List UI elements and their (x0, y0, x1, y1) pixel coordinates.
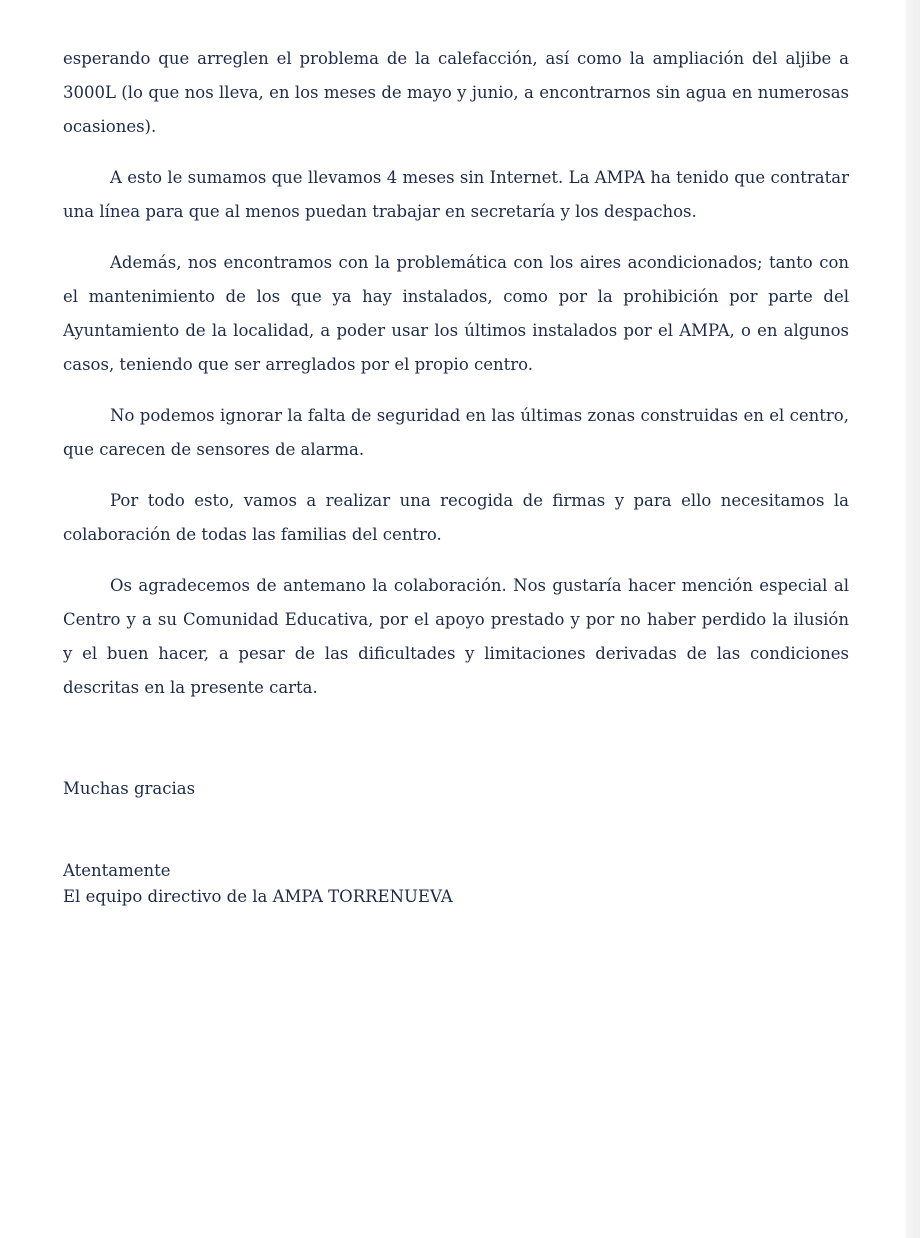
signature-line: El equipo directivo de la AMPA TORRENUEVA (63, 887, 453, 906)
page-edge-shadow (906, 0, 920, 1238)
thanks-line: Muchas gracias (63, 779, 196, 798)
paragraph-acknowledgement: Os agradecemos de antemano la colaboración. Nos gustaría hacer mención especial al Centro y a su Comunidad Educativa, por el apoyo prestado y por no haber perdido la ilusión y el buen hacer, a pesar de las dificultades y limitaciones derivadas de las condiciones descritas en la presente carta. (63, 576, 849, 697)
paragraph-signatures: Por todo esto, vamos a realizar una recogida de firmas y para ello necesitamos la colaboración de todas las familias del centro. (63, 491, 849, 544)
paragraph-heating-water: esperando que arreglen el problema de la calefacción, así como la ampliación del aljibe a 3000L (lo que nos lleva, en los meses de mayo y junio, a encontrarnos sin agua en numerosas ocasiones). (63, 49, 849, 136)
paragraph-security: No podemos ignorar la falta de seguridad en las últimas zonas construidas en el centro, que carecen de sensores de alarma. (63, 406, 849, 459)
spacer (63, 722, 849, 772)
sign-off-line: Atentamente (63, 861, 171, 880)
spacer (63, 806, 849, 858)
paragraph-air-conditioning: Además, nos encontramos con la problemática con los aires acondicionados; tanto con el mantenimiento de los que ya hay instalados, como por la prohibición por parte del Ayuntamiento de la localidad, a poder usar los últimos instalados por el AMPA, o en algunos casos, teniendo que ser arreglados por el propio centro. (63, 253, 849, 374)
paragraph-internet: A esto le sumamos que llevamos 4 meses sin Internet. La AMPA ha tenido que contratar una línea para que al menos puedan trabajar en secretaría y los despachos. (63, 168, 849, 221)
letter-body (63, 42, 849, 910)
